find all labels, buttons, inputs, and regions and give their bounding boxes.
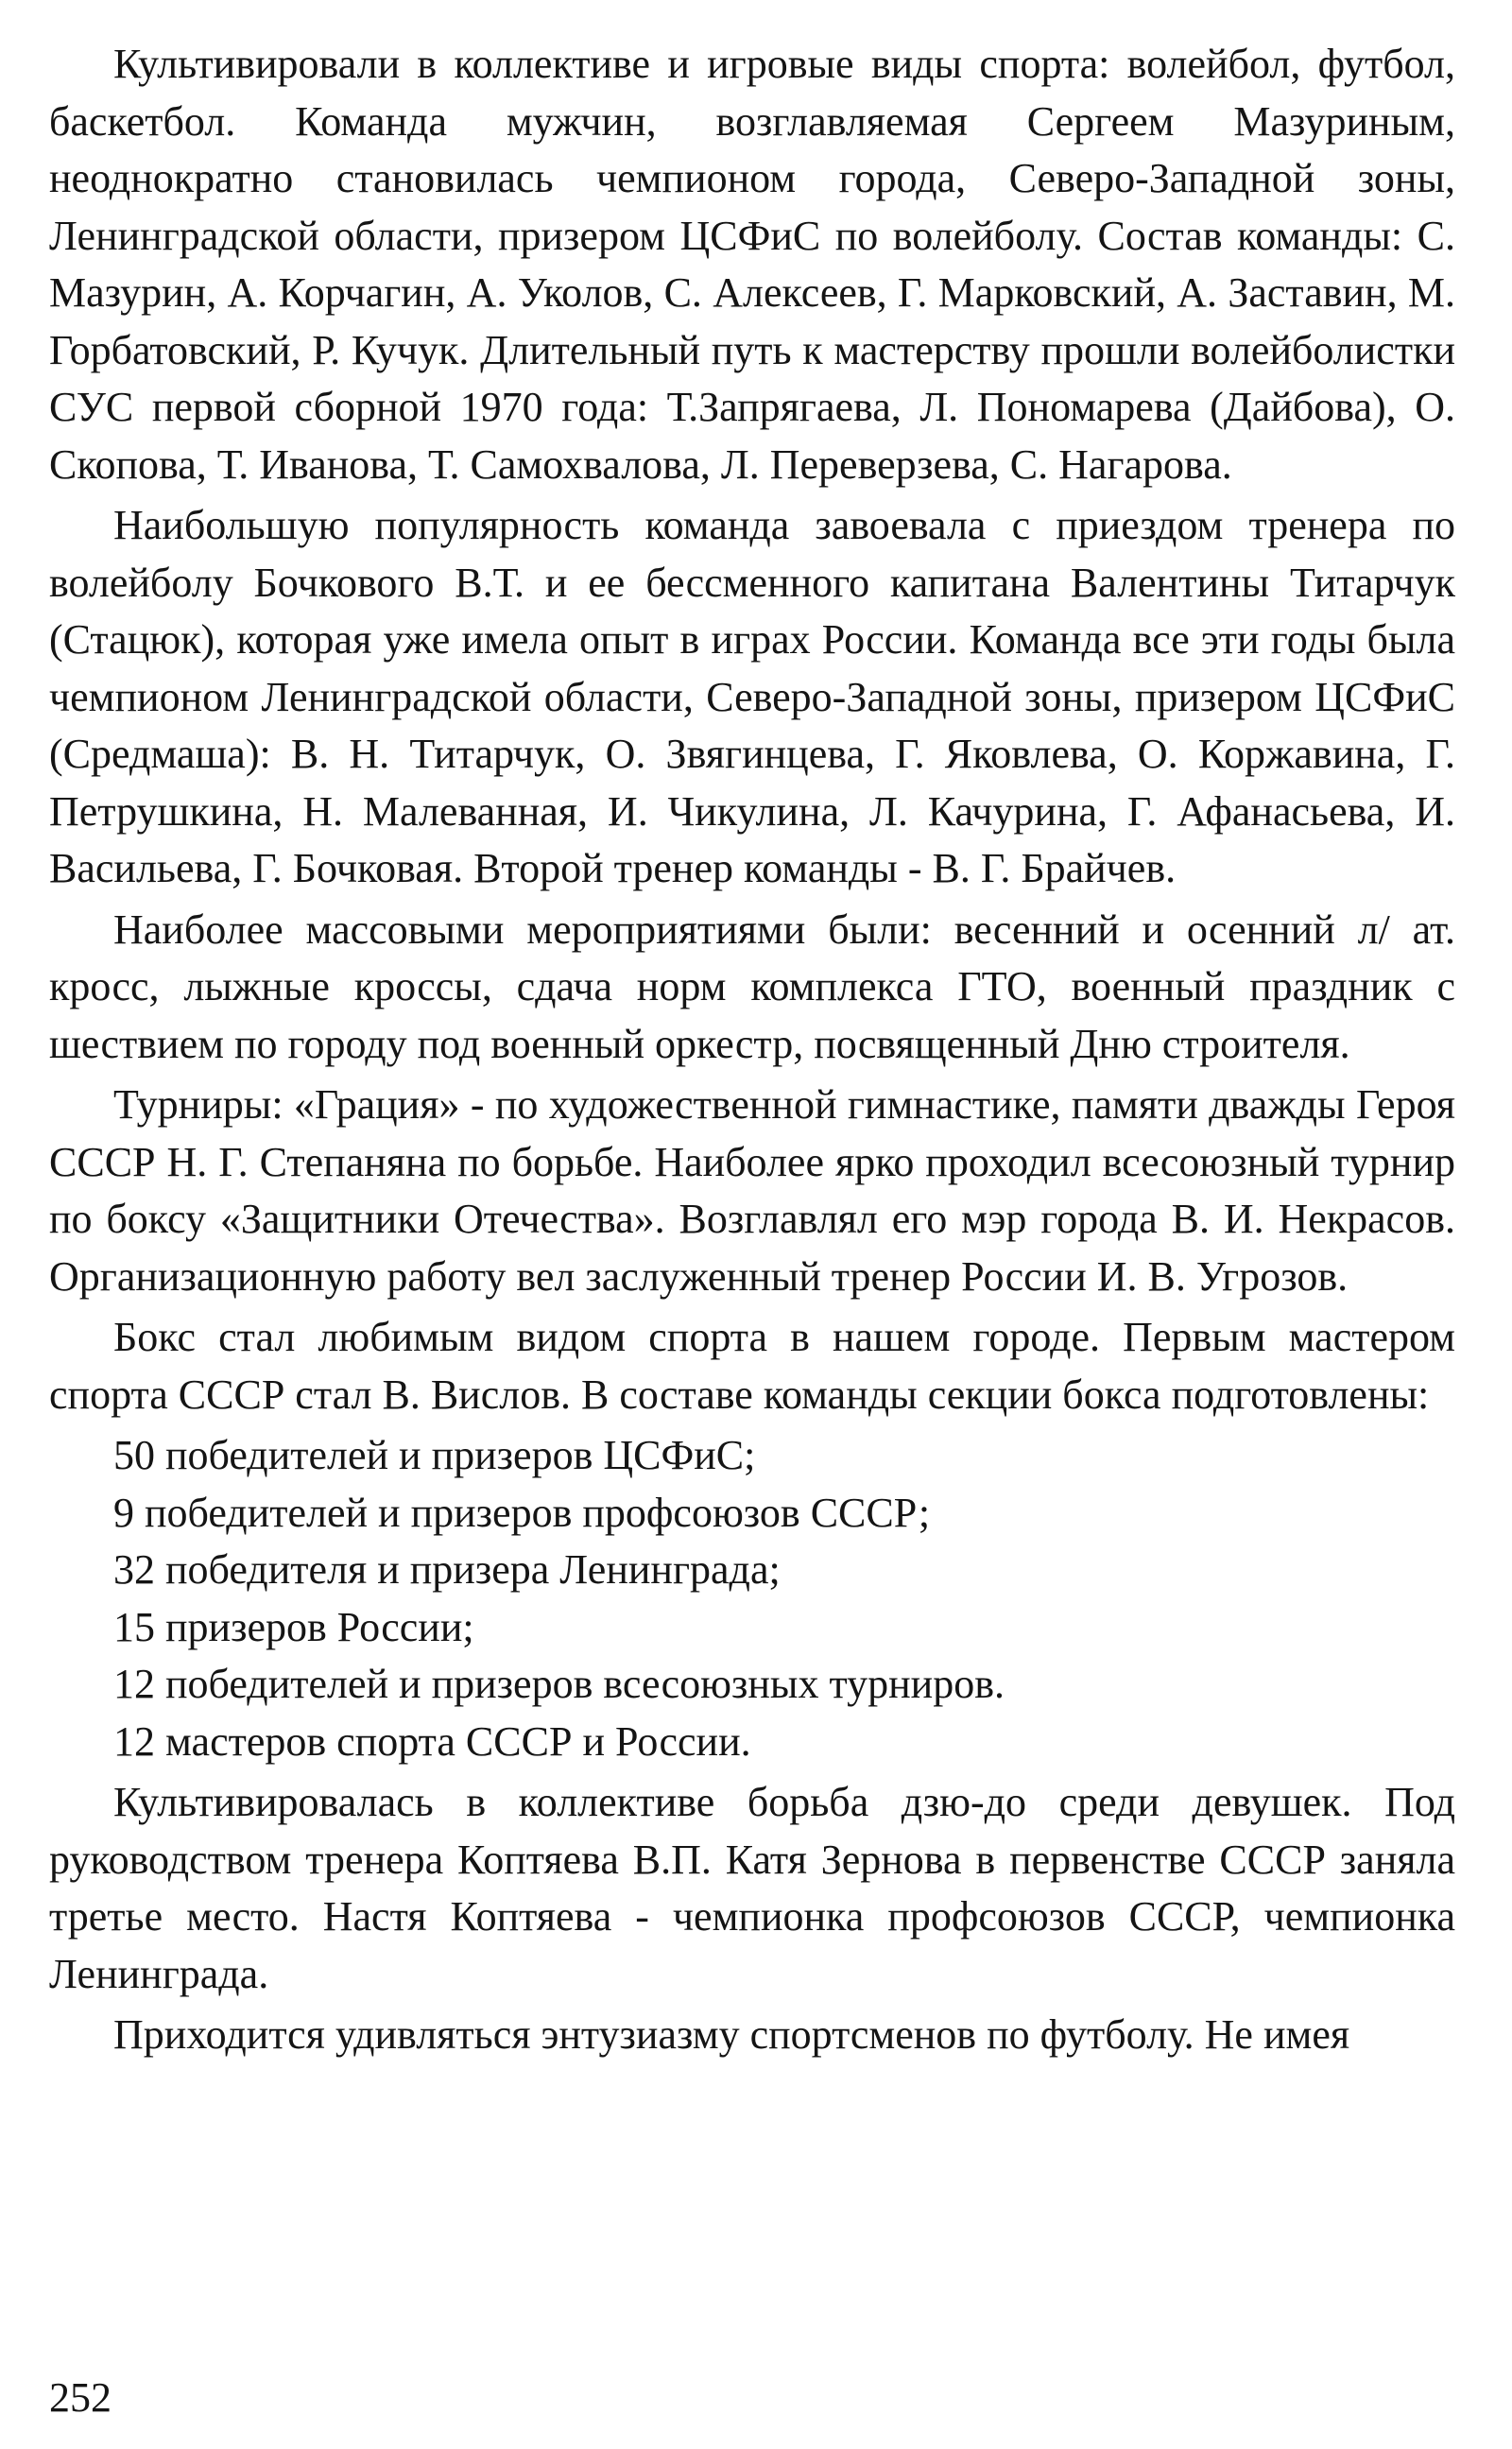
paragraph-volleyball-popularity: Наибольшую популярность команда завоевала с приездом тренера по волейболу Бочкового В.Т. и ее бессменного капитана Валентины Титарчук (Стацюк), которая уже имела опыт в играх России. Команда все эти годы была чемпионом Ленинградской области, Северо-Западной зоны, призером ЦСФиС (Средмаша): В. Н. Титарчук, О. Звягинцева, Г. Яковлева, О. Коржавина, Г. Петрушкина, Н. Малеванная, И. Чикулина, Л. Качурина, Г. Афанасьева, И. Васильева, Г. Бочковая. Второй тренер команды - В. Г. Брайчев.	[49, 502, 1455, 891]
paragraph-boxing: Бокс стал любимым видом спорта в нашем городе. Первым мастером спорта СССР стал В. Вислов. В составе команды секции бокса подготовлены:	[49, 1314, 1455, 1418]
paragraph-team-sports: Культивировали в коллективе и игровые виды спорта: волейбол, футбол, баскетбол. Команда мужчин, возглавляемая Сергеем Мазуриным, неоднократно становилась чемпионом города, Северо-Западной зоны, Ленинградской области, призером ЦСФиС по волейболу. Состав команды: С. Мазурин, А. Корчагин, А. Уколов, С. Алексеев, Г. Марковский, А. Заставин, М. Горбатовский, Р. Кучук. Длительный путь к мастерству прошли волейболистки СУС первой сборной 1970 года: Т.Запрягаева, Л. Пономарева (Дайбова), О. Скопова, Т. Иванова, Т. Самохвалова, Л. Переверзева, С. Нагарова.	[49, 41, 1455, 488]
list-item: 9 победителей и призеров профсоюзов СССР;	[113, 1489, 931, 1536]
paragraph-mass-events: Наиболее массовыми мероприятиями были: весенний и осенний л/ ат. кросс, лыжные кроссы, сдача норм комплекса ГТО, военный праздник с шествием по городу под военный оркестр, посвященный Дню строителя.	[49, 905, 1455, 1067]
list-item: 12 победителей и призеров всесоюзных турниров.	[113, 1661, 1005, 1707]
body-text	[49, 36, 1455, 2064]
list-item: 12 мастеров спорта СССР и России.	[113, 1717, 751, 1765]
paragraph-football: Приходится удивляться энтузиазму спортсменов по футболу. Не имея	[113, 2011, 1350, 2058]
list-item: 50 победителей и призеров ЦСФиС;	[113, 1432, 756, 1478]
paragraph-judo: Культивировалась в коллективе борьба дзю-до среди девушек. Под руководством тренера Коптяева В.П. Катя Зернова в первенстве СССР заняла третье место. Настя Коптяева - чемпионка профсоюзов СССР, чемпионка Ленинграда.	[49, 1779, 1455, 1997]
page-number: 252	[49, 2374, 112, 2421]
paragraph-tournaments: Турниры: «Грация» - по художественной гимнастике, памяти дважды Героя СССР Н. Г. Степаняна по борьбе. Наиболее ярко проходил всесоюзный турнир по боксу «Защитники Отечества». Возглавлял его мэр города В. И. Некрасов. Организационную работу вел заслуженный тренер России И. В. Угрозов.	[49, 1081, 1455, 1300]
list-item: 15 призеров России;	[113, 1603, 474, 1650]
boxing-achievements-list	[49, 1427, 1455, 1770]
list-item: 32 победителя и призера Ленинграда;	[113, 1546, 781, 1593]
